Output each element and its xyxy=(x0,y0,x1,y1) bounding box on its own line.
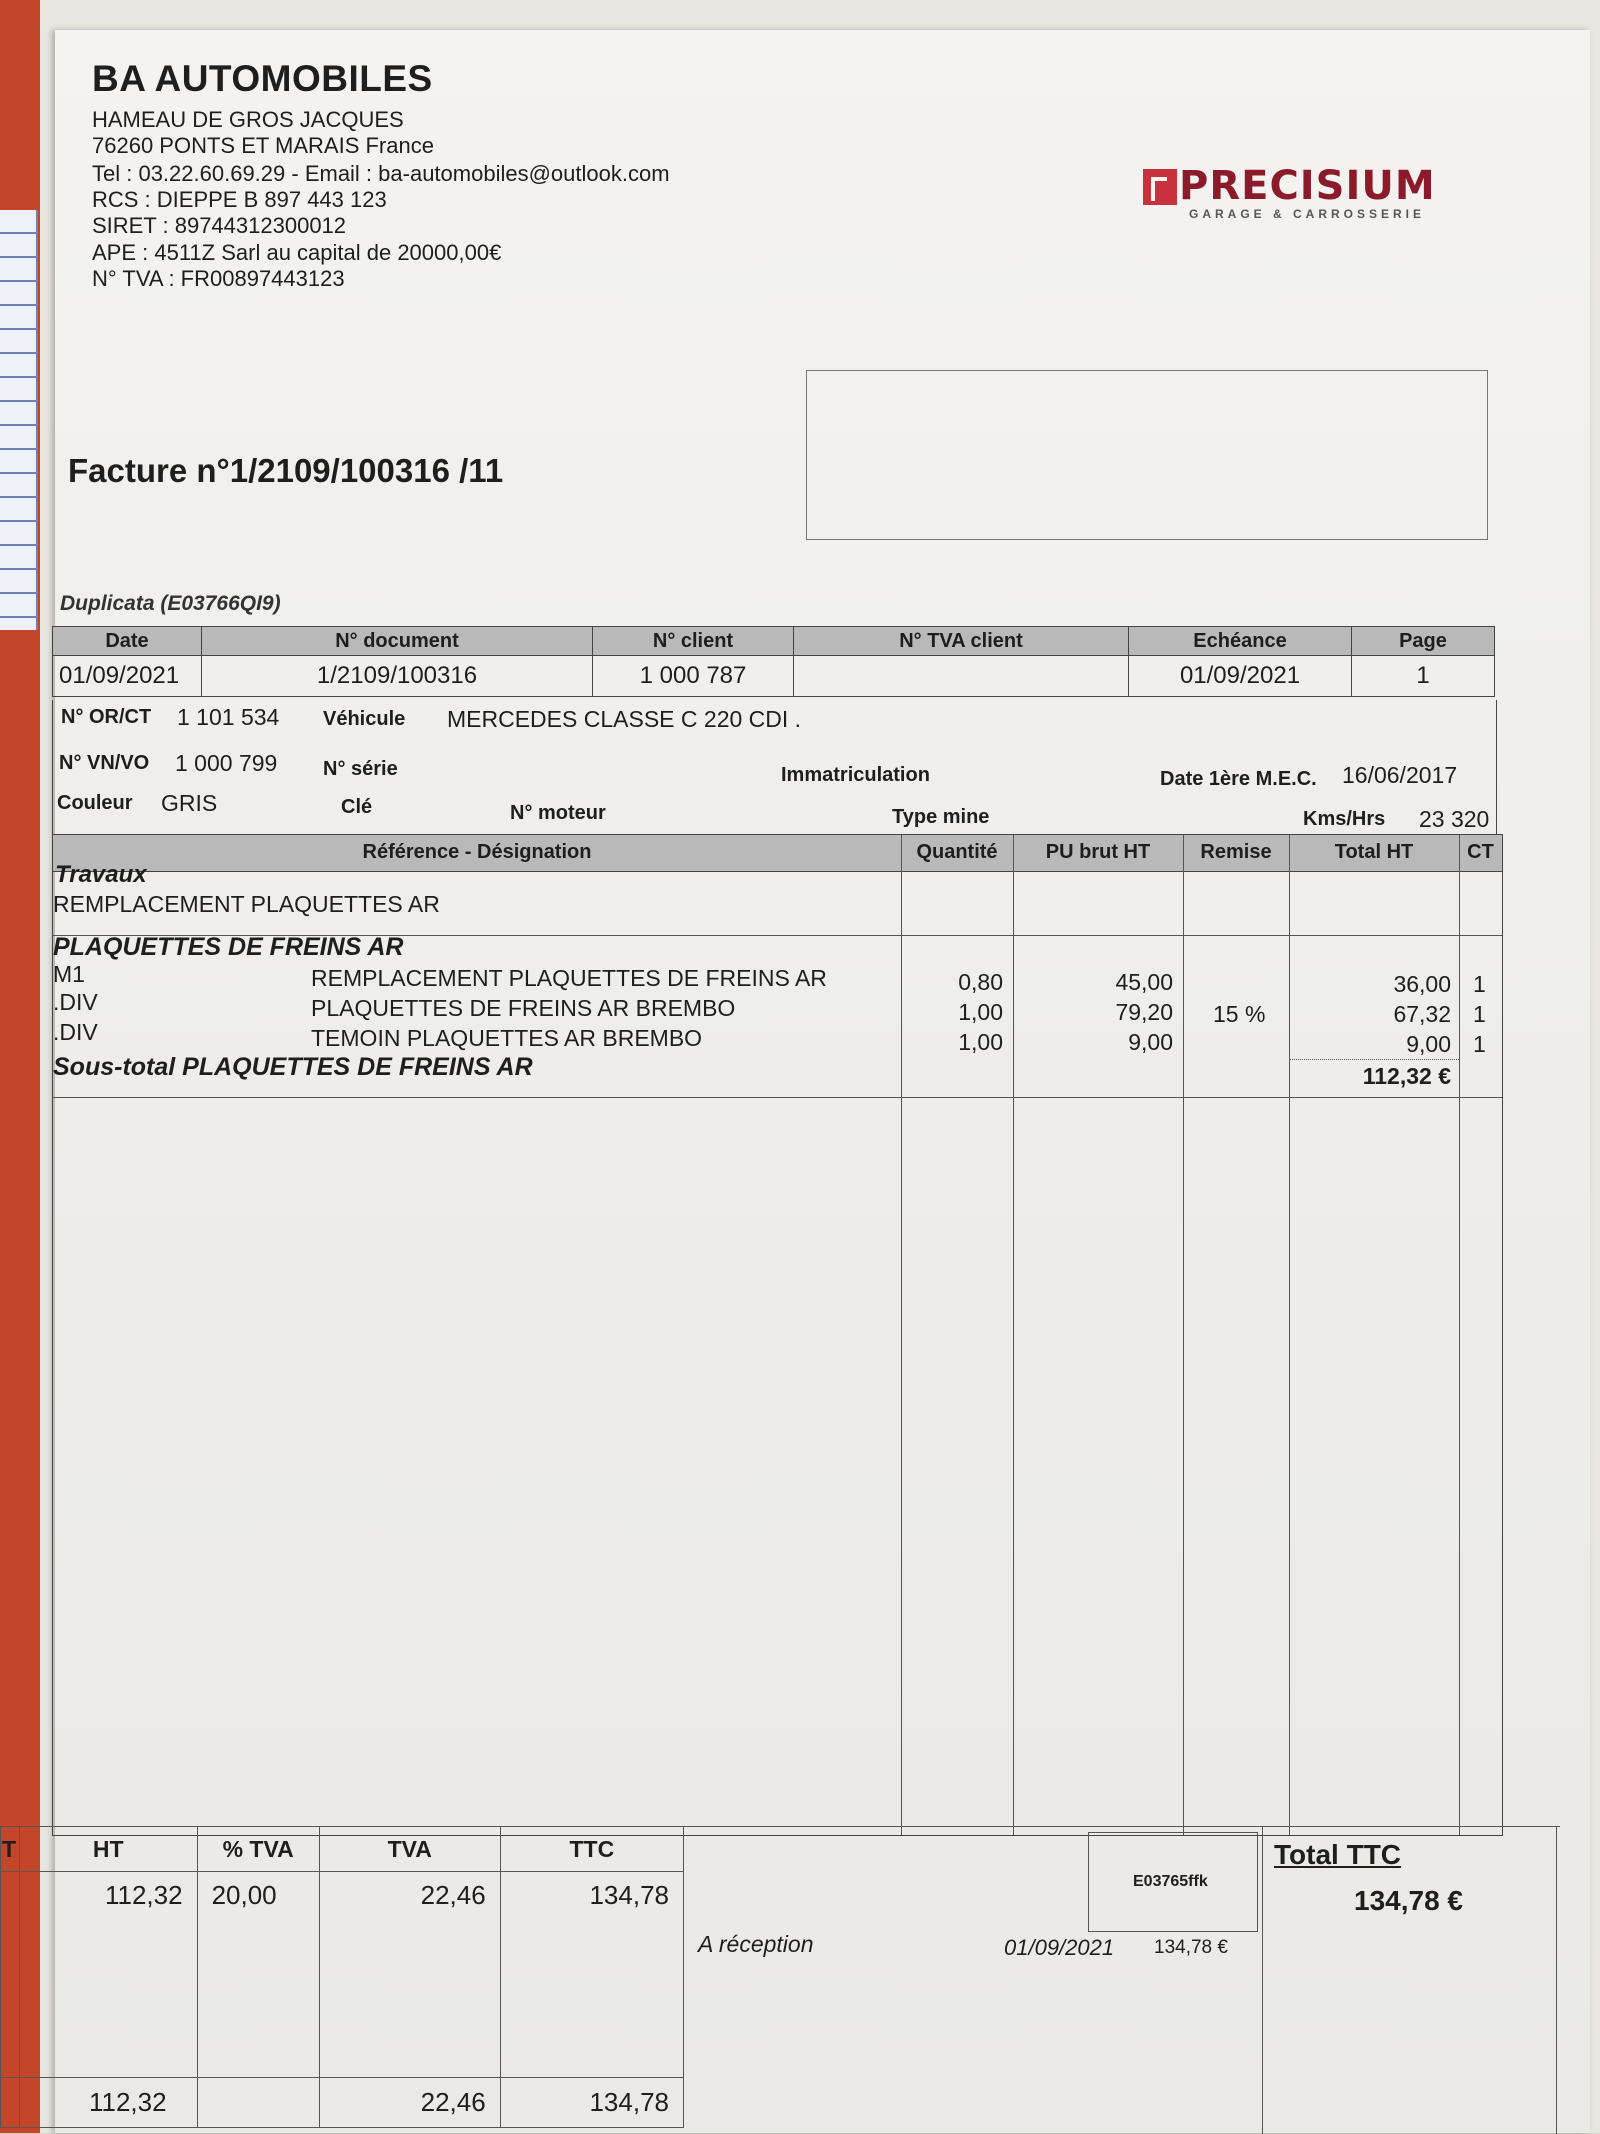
duplicata-label: Duplicata (E03766QI9) xyxy=(60,592,281,615)
total-ttc-label: Total TTC xyxy=(1274,1839,1402,1870)
couleur-label: Couleur xyxy=(57,792,133,814)
sum-empty xyxy=(1,2078,20,2128)
total-ttc-value: 134,78 € xyxy=(1354,1885,1463,1916)
row-ref: .DIV xyxy=(53,1019,98,1045)
row-designation: REMPLACEMENT PLAQUETTES DE FREINS AR xyxy=(311,965,827,991)
payment-divider xyxy=(1262,1827,1263,2134)
mec-label: Date 1ère M.E.C. xyxy=(1160,768,1317,790)
client-address-box xyxy=(806,370,1488,540)
or-value: 1 101 534 xyxy=(177,704,280,730)
company-ape-line: APE : 4511Z Sarl au capital de 20000,00€ xyxy=(92,240,502,265)
vat-ttc: 134,78 xyxy=(500,1872,683,2078)
vn-value: 1 000 799 xyxy=(175,750,278,776)
couleur-value: GRIS xyxy=(161,790,218,816)
document-value: 1/2109/100316 xyxy=(202,656,593,697)
items-end-divider xyxy=(53,1097,1502,1098)
col-echeance: Echéance xyxy=(1129,627,1352,656)
background-ruled-sheet xyxy=(0,210,38,630)
col-tva-client: N° TVA client xyxy=(794,627,1129,656)
section-description: REMPLACEMENT PLAQUETTES AR xyxy=(53,891,440,917)
row-total: 36,00 xyxy=(1393,971,1451,997)
reference-code: E03765ffk xyxy=(1133,1873,1208,1890)
row-designation: TEMOIN PLAQUETTES AR BREMBO xyxy=(311,1025,703,1051)
sum-ttc: 134,78 xyxy=(500,2078,683,2128)
payment-label: A réception xyxy=(698,1931,814,1957)
totals-section xyxy=(0,1826,1560,2133)
company-siret-line: SIRET : 89744312300012 xyxy=(92,213,347,238)
row-remise: 15 % xyxy=(1213,1001,1266,1027)
subtotal-value: 112,32 € xyxy=(1362,1063,1451,1089)
col-pct-tva: % TVA xyxy=(197,1827,319,1872)
row-pu: 9,00 xyxy=(1128,1029,1173,1055)
kms-value: 23 320 xyxy=(1419,806,1490,832)
vat-empty xyxy=(1,1872,20,2078)
row-ct: 1 xyxy=(1473,1031,1486,1057)
logo-text: PRECISIUM xyxy=(1179,163,1436,209)
echeance-value: 01/09/2021 xyxy=(1129,656,1352,697)
row-qty: 1,00 xyxy=(958,999,1003,1025)
company-contact-line: Tel : 03.22.60.69.29 - Email : ba-automobiles@outlook.com xyxy=(92,161,670,186)
moteur-label: N° moteur xyxy=(510,802,606,824)
vat-table xyxy=(0,1826,684,2128)
row-ct: 1 xyxy=(1473,971,1486,997)
subtotal-divider xyxy=(1289,1059,1459,1060)
sum-tva: 22,46 xyxy=(319,2078,500,2128)
col-separator xyxy=(1183,835,1184,1835)
row-qty: 0,80 xyxy=(958,969,1003,995)
or-label: N° OR/CT xyxy=(61,706,152,728)
col-ttc: TTC xyxy=(500,1827,683,1872)
cle-label: Clé xyxy=(341,796,373,818)
row-total: 67,32 xyxy=(1393,1001,1451,1027)
company-name: BA AUTOMOBILES xyxy=(92,58,433,99)
items-table xyxy=(52,834,1503,1836)
logo-subtitle: GARAGE & CARROSSERIE xyxy=(1189,207,1426,221)
vehicle-info xyxy=(52,700,1497,835)
row-ref: M1 xyxy=(53,961,85,987)
reference-box xyxy=(1088,1832,1258,1932)
row-total: 9,00 xyxy=(1406,1031,1451,1057)
col-separator xyxy=(1459,835,1460,1835)
mec-value: 16/06/2017 xyxy=(1342,762,1458,788)
col-quantite: Quantité xyxy=(916,841,998,863)
date-value: 01/09/2021 xyxy=(53,656,202,697)
vat-ht: 112,32 xyxy=(19,1872,197,2078)
col-ct: CT xyxy=(1467,841,1494,863)
sum-ht: 112,32 xyxy=(19,2078,197,2128)
section-title: Travaux xyxy=(55,861,147,888)
col-ht: HT xyxy=(19,1827,197,1872)
tva-client-value xyxy=(794,656,1129,697)
company-tva-line: N° TVA : FR00897443123 xyxy=(92,266,345,291)
kms-label: Kms/Hrs xyxy=(1303,808,1386,830)
invoice-title: Facture n°1/2109/100316 /11 xyxy=(68,452,504,489)
col-pu-brut: PU brut HT xyxy=(1045,841,1151,863)
row-designation: PLAQUETTES DE FREINS AR BREMBO xyxy=(311,995,736,1021)
col-date: Date xyxy=(53,627,202,656)
logo-mark-icon xyxy=(1143,169,1177,205)
col-tva: TVA xyxy=(319,1827,500,1872)
group-title: PLAQUETTES DE FREINS AR xyxy=(53,933,404,961)
vat-pct: 20,00 xyxy=(197,1872,319,2078)
vehicule-value: MERCEDES CLASSE C 220 CDI . xyxy=(447,706,802,732)
col-client: N° client xyxy=(593,627,794,656)
invoice-header-table xyxy=(52,626,1495,697)
col-document: N° document xyxy=(202,627,593,656)
col-remise: Remise xyxy=(1200,841,1272,863)
vn-label: N° VN/VO xyxy=(59,752,150,774)
vat-tva: 22,46 xyxy=(319,1872,500,2078)
col-designation: Référence - Désignation xyxy=(362,841,592,863)
row-ct: 1 xyxy=(1473,1001,1486,1027)
row-pu: 45,00 xyxy=(1115,969,1173,995)
vehicule-label: Véhicule xyxy=(323,708,406,730)
company-rcs-line: RCS : DIEPPE B 897 443 123 xyxy=(92,187,387,212)
payment-date: 01/09/2021 xyxy=(1004,1935,1115,1960)
serie-label: N° série xyxy=(323,758,398,780)
precisium-logo xyxy=(1143,165,1473,225)
company-address-line: HAMEAU DE GROS JACQUES xyxy=(92,107,404,132)
subtotal-label: Sous-total PLAQUETTES DE FREINS AR xyxy=(53,1053,533,1081)
row-pu: 79,20 xyxy=(1115,999,1173,1025)
immat-label: Immatriculation xyxy=(781,764,930,786)
col-page: Page xyxy=(1352,627,1495,656)
items-header xyxy=(53,835,1502,872)
client-value: 1 000 787 xyxy=(593,656,794,697)
sum-empty xyxy=(197,2078,319,2128)
payment-amount: 134,78 € xyxy=(1154,1937,1228,1958)
type-label: Type mine xyxy=(892,806,990,828)
row-qty: 1,00 xyxy=(958,1029,1003,1055)
company-city-line: 76260 PONTS ET MARAIS France xyxy=(92,133,434,158)
page-value: 1 xyxy=(1352,656,1495,697)
row-ref: .DIV xyxy=(53,989,98,1015)
payment-border xyxy=(1556,1827,1557,2134)
col-t: T xyxy=(1,1827,20,1872)
col-total-ht: Total HT xyxy=(1334,841,1414,863)
